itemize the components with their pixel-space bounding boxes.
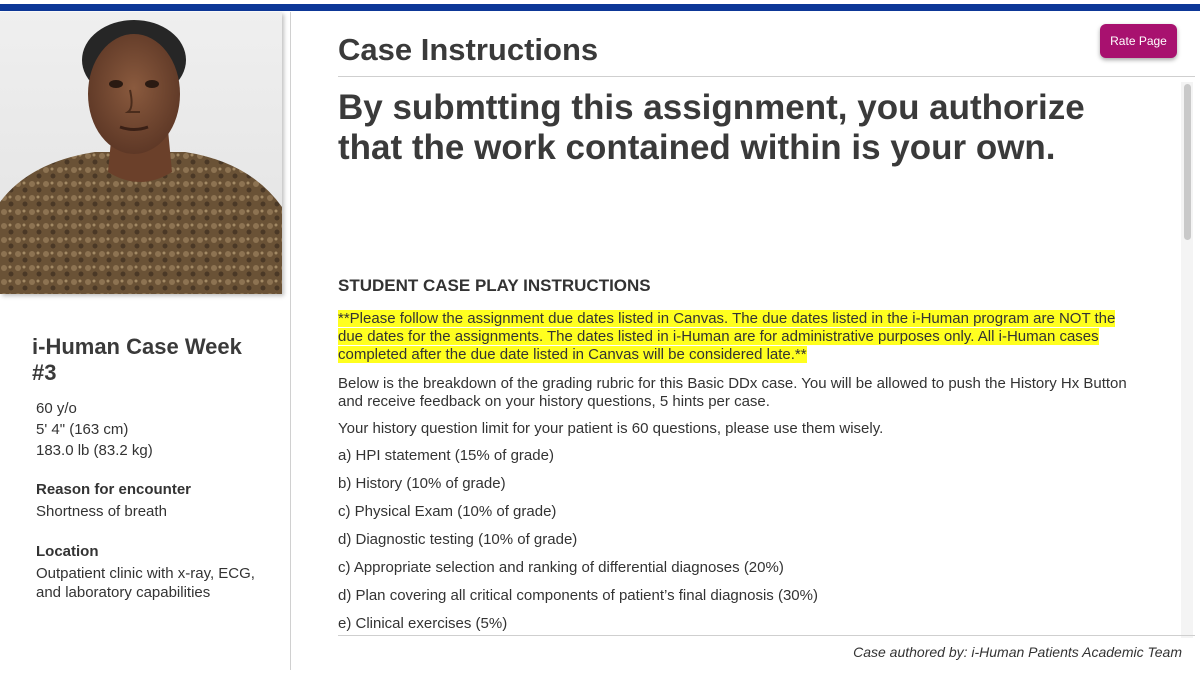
reason-value: Shortness of breath (36, 503, 167, 520)
patient-vitals (36, 398, 153, 461)
location-label: Location (36, 543, 99, 560)
page-title: Case Instructions (338, 32, 599, 67)
patient-weight: 183.0 lb (83.2 kg) (36, 442, 153, 459)
rubric-item: c) Physical Exam (10% of grade) (338, 503, 557, 520)
authorization-statement: By submtting this assignment, you authorize that the work contained within is your own. (338, 88, 1085, 167)
patient-sidebar (0, 12, 291, 670)
rubric-item: d) Plan covering all critical components of patient’s final diagnosis (30%) (338, 587, 818, 604)
case-instructions-panel (293, 12, 1200, 670)
rubric-item: a) HPI statement (15% of grade) (338, 447, 554, 464)
patient-avatar-icon (0, 12, 282, 294)
heading-divider (338, 76, 1195, 77)
question-limit-text: Your history question limit for your patient is 60 questions, please use them wisely. (338, 420, 884, 437)
footer-divider (338, 635, 1195, 636)
reason-label: Reason for encounter (36, 481, 192, 498)
rate-page-button[interactable]: Rate Page (1100, 24, 1177, 58)
rubric-item: b) History (10% of grade) (338, 475, 506, 492)
patient-age: 60 y/o (36, 400, 77, 417)
rubric-item: d) Diagnostic testing (10% of grade) (338, 531, 578, 548)
case-title: i-Human Case Week #3 (32, 334, 242, 385)
instructions-scroll-area[interactable] (338, 82, 1138, 638)
top-accent-bar (0, 0, 1200, 12)
due-date-note (338, 310, 1128, 364)
author-credit: Case authored by: i-Human Patients Academic Team (853, 644, 1182, 660)
scrollbar-thumb[interactable] (1184, 84, 1191, 240)
rubric-item: c) Appropriate selection and ranking of differential diagnoses (20%) (338, 559, 784, 576)
due-date-note-text: **Please follow the assignment due dates listed in Canvas. The due dates listed in the i-Human program are NOT the due dates for the assignments. The dates listed in i-Human are for administrative purposes only. All i-Human cases completed after the due date listed in Canvas will be considered late.** (338, 310, 1116, 363)
instructions-heading: STUDENT CASE PLAY INSTRUCTIONS (338, 276, 651, 295)
rubric-item: e) Clinical exercises (5%) (338, 615, 508, 632)
location-value: Outpatient clinic with x-ray, ECG, and laboratory capabilities (36, 565, 255, 601)
rubric-intro: Below is the breakdown of the grading rubric for this Basic DDx case. You will be allowed to push the History Hx Button and receive feedback on your history questions, 5 hints per case. (338, 375, 1127, 410)
patient-portrait-icon (0, 12, 282, 294)
patient-height: 5' 4" (163 cm) (36, 421, 129, 438)
